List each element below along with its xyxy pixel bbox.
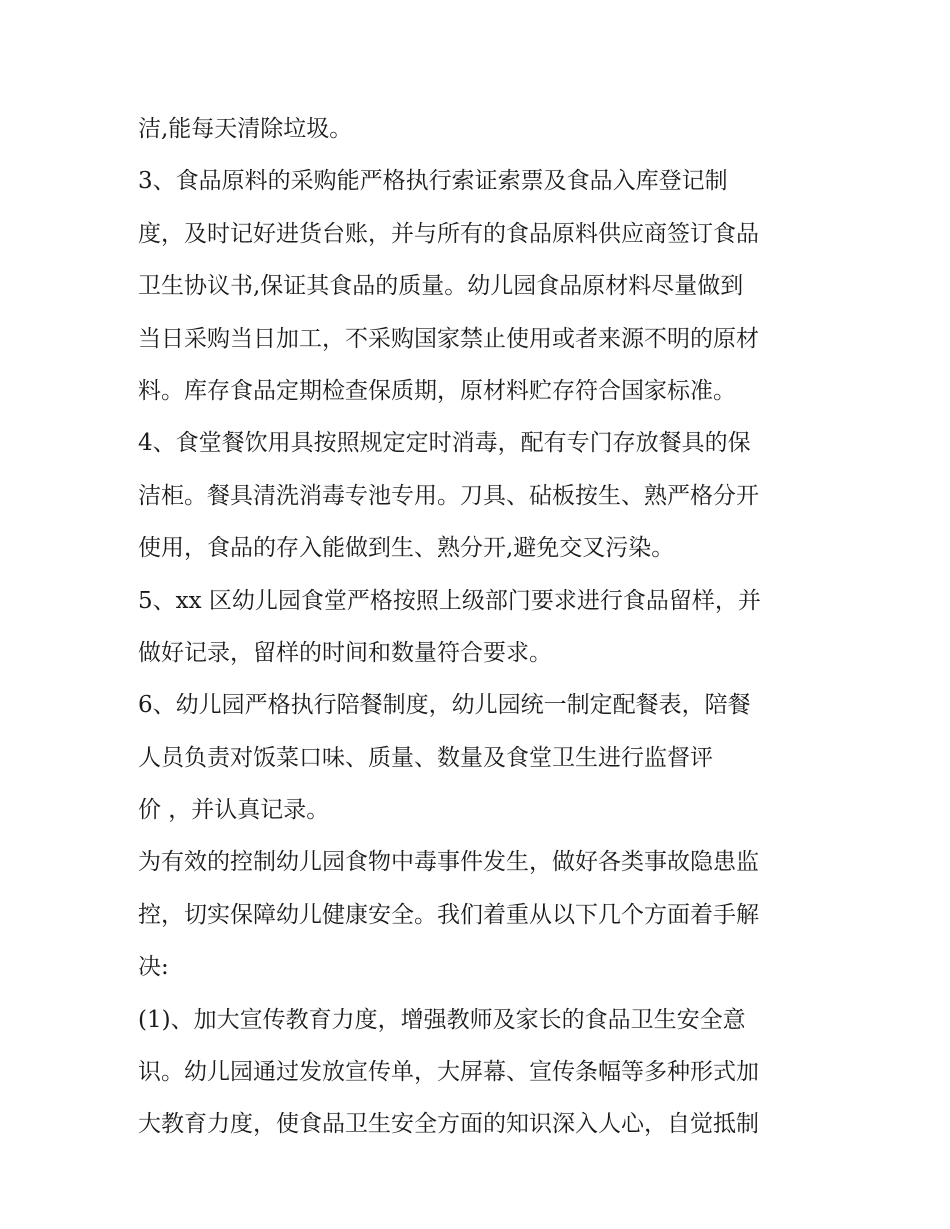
text-line: 决: — [138, 954, 169, 981]
text-line: 洁,能每天清除垃圾。 — [138, 116, 353, 142]
text-line: 度，及时记好进货台账，并与所有的食品原料供应商签订食品 — [138, 220, 759, 247]
text-line: 识。幼儿园通过发放宣传单，大屏幕、宣传条幅等多种形式加 — [138, 1059, 759, 1086]
text-line: 做好记录，留样的时间和数量符合要求。 — [138, 639, 552, 666]
text-line: 价 ，并认真记录。 — [138, 797, 330, 824]
text-line: 大教育力度，使食品卫生安全方面的知识深入人心，自觉抵制 — [138, 1111, 759, 1138]
text-line: 使用，食品的存入能做到生、熟分开,避免交叉污染。 — [138, 535, 675, 562]
text-line: 5、xx 区幼儿园食堂严格按照上级部门要求进行食品留样，并 — [138, 587, 761, 614]
text-line: 料。库存食品定期检查保质期，原材料贮存符合国家标准。 — [138, 377, 736, 404]
text-line: (1)、加大宣传教育力度，增强教师及家长的食品卫生安全意 — [138, 1006, 746, 1033]
text-line: 当日采购当日加工，不采购国家禁止使用或者来源不明的原材 — [138, 325, 759, 352]
text-line: 控，切实保障幼儿健康安全。我们着重从以下几个方面着手解 — [138, 901, 759, 928]
body-text — [138, 103, 818, 1151]
text-line: 3、食品原料的采购能严格执行索证索票及食品入库登记制 — [138, 168, 728, 195]
text-line: 4、食堂餐饮用具按照规定定时消毒，配有专门存放餐具的保 — [138, 430, 751, 457]
text-line: 洁柜。餐具清洗消毒专池专用。刀具、砧板按生、熟严格分开 — [138, 482, 759, 509]
text-line: 为有效的控制幼儿园食物中毒事件发生，做好各类事故隐患监 — [138, 849, 759, 876]
text-line: 6、幼儿园严格执行陪餐制度，幼儿园统一制定配餐表，陪餐 — [138, 692, 751, 719]
text-line: 人员负责对饭菜口味、质量、数量及食堂卫生进行监督评 — [138, 744, 713, 771]
text-line: 卫生协议书,保证其食品的质量。幼儿园食品原材料尽量做到 — [138, 273, 744, 300]
